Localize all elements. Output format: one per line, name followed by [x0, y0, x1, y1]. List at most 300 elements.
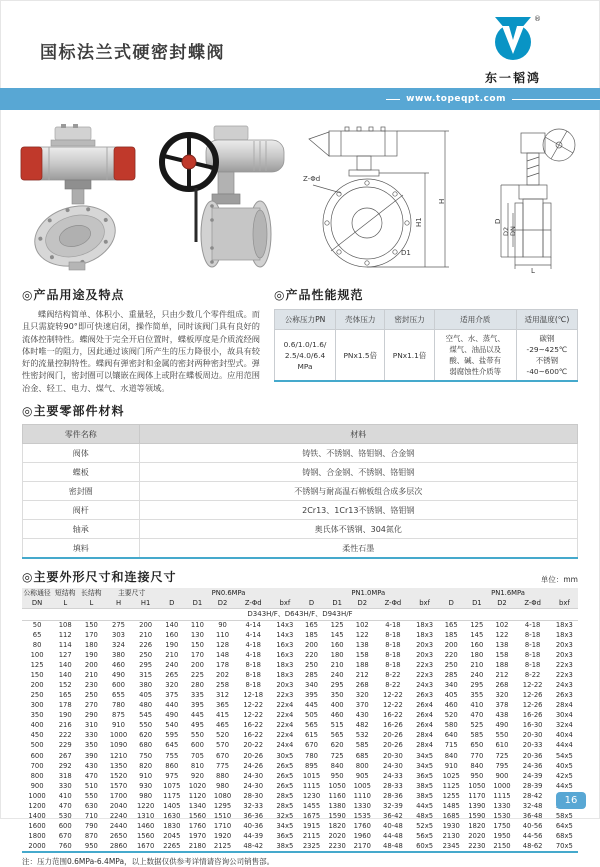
table-cell: 12-18	[243, 691, 264, 700]
table-cell: 12-22	[383, 691, 403, 700]
dim-label-h1: H1	[415, 217, 423, 227]
table-cell: 24x3	[416, 681, 434, 690]
table-cell: 122	[355, 631, 369, 640]
table-cell: 1630	[163, 811, 181, 820]
table-cell: 8-18	[524, 631, 541, 640]
table-cell: 22x3	[276, 691, 294, 700]
table-cell: 1160	[328, 791, 346, 800]
table-cell: D	[438, 598, 464, 609]
table-cell: 8-18	[524, 651, 541, 660]
table-cell: 170	[190, 651, 204, 660]
table-cell: 2045	[163, 831, 181, 840]
table-cell: 44x5	[555, 781, 573, 790]
table-cell: 270	[84, 701, 98, 710]
table-cell: 600	[30, 751, 44, 760]
model-designation-row	[22, 609, 578, 620]
table-cell: 312	[216, 691, 230, 700]
table-cell: 112	[58, 631, 72, 640]
features-heading: ◎产品用途及特点	[22, 288, 125, 302]
table-cell: 40-36	[243, 821, 264, 830]
table-cell: 1700	[109, 791, 128, 800]
table-row	[22, 781, 578, 791]
table-cell: 545	[139, 711, 153, 720]
table-cell: 600	[58, 821, 72, 830]
table-cell: 1175	[163, 791, 181, 800]
table-cell: 950	[470, 771, 484, 780]
table-cell: 1295	[213, 801, 232, 810]
table-cell: 267	[58, 751, 72, 760]
table-cell: 22x4	[276, 711, 294, 720]
table-row	[23, 463, 578, 482]
table-cell: 755	[165, 751, 179, 760]
table-cell: 36-42	[383, 811, 403, 820]
table-row	[22, 721, 578, 731]
table-cell: 615	[305, 731, 318, 740]
table-cell: 1170	[468, 791, 486, 800]
table-cell: 350	[330, 691, 344, 700]
table-cell: 160	[165, 631, 179, 640]
table-cell: 188	[495, 661, 509, 670]
dim-label-holes: Z-Φd	[303, 175, 321, 183]
page-header	[0, 0, 600, 88]
table-row	[22, 731, 578, 741]
table-cell: 170	[84, 631, 98, 640]
table-cell: Z-Φd	[235, 598, 271, 609]
table-cell: 280	[190, 681, 204, 690]
table-cell: 1930	[442, 821, 460, 830]
table-cell: 90	[218, 621, 227, 630]
table-cell: 900	[30, 781, 44, 790]
table-cell: 320	[355, 691, 369, 700]
table-cell: 285	[444, 671, 458, 680]
table-cell: 1590	[468, 811, 486, 820]
table-cell: 48-48	[383, 841, 403, 850]
table-cell: 28-30	[243, 791, 264, 800]
table-cell: 585	[470, 731, 484, 740]
table-cell: 440	[165, 701, 179, 710]
table-subheader-row	[22, 598, 578, 609]
table-cell: 580	[444, 721, 458, 730]
table-cell: 2020	[328, 831, 346, 840]
table-cell: 不锈钢与耐高温石棉板组合成多层次	[139, 482, 577, 501]
table-cell: 490	[165, 711, 179, 720]
col-group-short: 短结构	[52, 588, 78, 598]
table-cell: 1090	[109, 741, 128, 750]
features-body: 蝶阀结构简单、体积小、重量轻，只由少数几个零件组成。而且只需旋转90°即可快速启闭，操作简单，同时该阀门具有良好的流体控制特性。蝶阀处于完全开启位置时，蝶板厚度是介质流经阀体时唯一的阻力，因此通过该阀门所产生的压力降很小，故具有较好的流量控制特性。蝶阀有弹密封和金属的密封两种密封型式。弹性密封阀门，密封圈可以镶嵌在阀体上或附在蝶板周边。应用范围冶金、轻工、电力、煤气、水道等领域。	[22, 309, 260, 393]
table-cell: 160	[470, 641, 484, 650]
table-cell: 460	[112, 661, 125, 670]
table-cell: 715	[444, 741, 458, 750]
table-cell: 8-22	[385, 681, 401, 690]
table-cell: H1	[133, 598, 159, 609]
table-row	[23, 444, 578, 463]
product-photo-pneumatic-valve	[11, 124, 146, 274]
table-cell: 1760	[188, 821, 207, 830]
section-features	[22, 286, 260, 394]
table-cell: 114	[58, 641, 72, 650]
table-cell: 柔性石墨	[139, 539, 577, 559]
table-cell: 880	[216, 771, 230, 780]
table-cell: 40-48	[383, 821, 403, 830]
performance-table	[274, 309, 578, 382]
table-cell: 16x3	[276, 651, 294, 660]
table-cell: 22x4	[276, 701, 294, 710]
table-cell: 1570	[109, 781, 128, 790]
table-cell: 595	[165, 731, 179, 740]
table-cell: 32x4	[555, 721, 573, 730]
table-cell: 405	[444, 691, 458, 700]
table-cell: 216	[58, 721, 72, 730]
table-cell: 222	[58, 731, 72, 740]
table-cell: 20-30	[383, 751, 403, 760]
col-group-pn10: PN1.0MPa	[298, 588, 438, 598]
table-cell: 32-48	[522, 801, 543, 810]
table-cell: 138	[495, 641, 509, 650]
table-group-header-row	[22, 588, 578, 598]
table-cell: 2020	[468, 831, 486, 840]
table-cell: 2000	[28, 841, 46, 850]
table-cell: 26x4	[416, 721, 434, 730]
materials-table	[22, 424, 578, 559]
table-cell: 130	[190, 631, 204, 640]
table-cell: 密封压力	[385, 310, 434, 330]
table-cell: 30x4	[555, 711, 573, 720]
table-cell: 300	[30, 701, 44, 710]
table-cell: 38x5	[276, 841, 294, 850]
table-cell: 585	[355, 741, 369, 750]
table-cell: 1590	[328, 811, 346, 820]
brand-logo	[478, 14, 548, 86]
table-cell: 220	[444, 651, 458, 660]
table-cell: 315	[139, 671, 153, 680]
table-cell: 710	[84, 811, 98, 820]
table-cell: L	[52, 598, 78, 609]
table-cell: 490	[112, 671, 125, 680]
table-cell: 18x3	[416, 621, 434, 630]
table-cell: 202	[216, 671, 230, 680]
table-cell: 100	[30, 651, 44, 660]
table-cell: 760	[58, 841, 72, 850]
table-cell: 320	[165, 681, 179, 690]
table-cell: 2345	[442, 841, 460, 850]
table-cell: 810	[190, 761, 204, 770]
table-cell: 800	[355, 761, 369, 770]
table-cell: 12-22	[522, 681, 543, 690]
table-row	[22, 801, 578, 811]
table-cell: 438	[495, 711, 509, 720]
table-cell: D1	[464, 598, 489, 609]
table-cell: 12-22	[383, 701, 403, 710]
table-cell: 4-18	[245, 641, 261, 650]
table-cell: 4-14	[245, 631, 261, 640]
table-cell: 460	[330, 711, 344, 720]
table-cell: 38x5	[416, 791, 434, 800]
table-cell: 950	[84, 841, 98, 850]
table-cell: 28-33	[383, 781, 403, 790]
table-cell: 1310	[136, 811, 155, 820]
table-cell: 8-18	[524, 661, 541, 670]
table-cell: 2440	[109, 821, 128, 830]
table-cell: 18x3	[555, 631, 573, 640]
table-cell: 128	[216, 641, 230, 650]
table-cell: 1380	[328, 801, 346, 810]
table-cell: 58x5	[555, 811, 573, 820]
table-cell: 180	[84, 641, 98, 650]
table-cell: 14x3	[276, 621, 294, 630]
table-cell: 36-48	[522, 811, 543, 820]
table-cell: 340	[305, 681, 318, 690]
col-group-pn06: PN0.6MPa	[159, 588, 299, 598]
table-cell: 56x5	[416, 831, 434, 840]
table-cell: 268	[355, 681, 369, 690]
page-number-badge: 16	[556, 792, 586, 809]
dim-label-d2: D2	[502, 226, 510, 236]
table-row	[22, 651, 578, 661]
drawing-front-view	[301, 123, 461, 275]
table-row	[22, 821, 578, 831]
table-cell: 1460	[136, 821, 155, 830]
table-cell: 840	[470, 761, 484, 770]
model-designation: D343H/F、D643H/F、D943H/F	[22, 609, 578, 620]
table-cell: 32x5	[276, 811, 294, 820]
table-cell: 470	[470, 711, 484, 720]
table-cell: 1560	[188, 811, 207, 820]
table-cell: 910	[112, 721, 125, 730]
table-cell: 1015	[302, 771, 321, 780]
table-cell: 138	[355, 641, 369, 650]
table-cell: 34x5	[416, 751, 434, 760]
drawing-side-view	[471, 123, 589, 275]
table-cell: 268	[495, 681, 509, 690]
table-cell: 185	[444, 631, 458, 640]
table-cell: 4-18	[524, 621, 541, 630]
table-cell: 2650	[109, 831, 128, 840]
table-row	[22, 681, 578, 691]
table-cell: 铸铁、不锈钢、铬钼钢、合金钢	[139, 444, 577, 463]
table-cell: D	[298, 598, 324, 609]
table-cell: 阀体	[23, 444, 140, 463]
table-cell: 210	[330, 661, 344, 670]
table-cell: 190	[165, 641, 179, 650]
table-cell: 900	[495, 771, 509, 780]
table-row	[22, 811, 578, 821]
table-cell: 32-33	[243, 801, 264, 810]
table-cell: 1685	[442, 811, 460, 820]
table-cell: 400	[330, 701, 344, 710]
table-row	[22, 701, 578, 711]
table-cell: 290	[84, 711, 98, 720]
table-cell: 250	[305, 661, 318, 670]
table-cell: 430	[355, 711, 369, 720]
table-cell: 1535	[353, 811, 371, 820]
table-cell: 550	[84, 791, 98, 800]
table-cell: 158	[355, 651, 369, 660]
table-row	[22, 771, 578, 781]
table-cell: 640	[444, 731, 458, 740]
table-row	[22, 791, 578, 801]
table-cell: 525	[470, 721, 484, 730]
table-cell: 2230	[468, 841, 486, 850]
table-cell: 178	[58, 701, 72, 710]
table-cell: 1230	[302, 791, 321, 800]
table-cell: D2	[350, 598, 375, 609]
table-cell: D2	[489, 598, 514, 609]
table-cell: bxf	[551, 598, 578, 609]
website-link[interactable]: www.topeqpt.com	[406, 94, 506, 104]
table-cell: 22x4	[276, 721, 294, 730]
table-cell: 378	[495, 701, 509, 710]
table-cell: 600	[112, 681, 125, 690]
trademark-symbol: ®	[534, 15, 541, 23]
table-row	[22, 841, 578, 852]
table-cell: 490	[495, 721, 509, 730]
table-cell: 1960	[353, 831, 371, 840]
table-cell: 600	[190, 741, 204, 750]
table-cell: 1020	[188, 781, 207, 790]
table-cell: DN	[22, 598, 52, 609]
table-cell: 145	[470, 631, 484, 640]
table-row	[22, 620, 578, 631]
table-cell: 905	[355, 771, 369, 780]
table-cell: 1750	[493, 821, 511, 830]
table-cell: 980	[139, 791, 153, 800]
table-cell: 240	[470, 671, 484, 680]
table-cell: 1000	[109, 731, 128, 740]
top-banner	[0, 88, 600, 110]
table-cell: 258	[216, 681, 230, 690]
table-cell: 610	[495, 741, 509, 750]
table-cell: 365	[216, 701, 230, 710]
table-cell: 20x3	[416, 641, 434, 650]
table-cell: 330	[58, 781, 72, 790]
table-cell: 70x5	[555, 841, 573, 850]
table-header-row	[23, 425, 578, 444]
table-cell: 28-39	[522, 781, 543, 790]
table-cell: 340	[444, 681, 458, 690]
performance-heading: ◎产品性能规范	[274, 288, 364, 302]
table-cell: 102	[355, 621, 369, 630]
table-cell: 24-30	[383, 761, 403, 770]
table-cell: 8-18	[385, 641, 401, 650]
table-cell: 350	[30, 711, 44, 720]
table-cell: 20-26	[383, 741, 403, 750]
table-cell: 1485	[442, 801, 460, 810]
product-images	[0, 110, 600, 282]
table-cell: 1560	[136, 831, 155, 840]
table-cell: 1520	[109, 771, 128, 780]
table-cell: 165	[444, 621, 458, 630]
table-cell: D1	[325, 598, 350, 609]
table-cell: 2860	[109, 841, 128, 850]
table-cell: 20-36	[522, 751, 543, 760]
table-cell: 4-18	[245, 651, 261, 660]
table-cell: 375	[165, 691, 179, 700]
table-cell: 20-26	[243, 751, 264, 760]
table-cell: 875	[112, 711, 125, 720]
table-cell: 125	[470, 621, 484, 630]
table-cell: 400	[30, 721, 44, 730]
table-cell: 295	[330, 681, 344, 690]
table-cell: 380	[112, 651, 125, 660]
table-cell: 495	[190, 721, 204, 730]
table-cell: 44-48	[383, 831, 403, 840]
table-cell: 655	[112, 691, 125, 700]
table-cell: PNx1.5倍	[336, 330, 385, 382]
table-row	[22, 711, 578, 721]
table-cell: 620	[139, 731, 153, 740]
table-cell: 445	[305, 701, 318, 710]
table-row	[23, 482, 578, 501]
table-cell: 16-26	[383, 721, 403, 730]
table-cell: 24-36	[522, 761, 543, 770]
table-note: 注：压力范围0.6MPa-6.4MPa，以上数据仅供参考详情请咨询公司销售部。	[22, 857, 275, 867]
table-cell: 40x5	[555, 761, 573, 770]
table-row	[22, 671, 578, 681]
table-cell: 26x3	[416, 691, 434, 700]
table-cell: 320	[495, 691, 509, 700]
table-row	[22, 831, 578, 841]
table-cell: 775	[216, 761, 230, 770]
table-cell: 20x3	[416, 651, 434, 660]
table-cell: 110	[216, 631, 230, 640]
table-cell: 520	[216, 731, 230, 740]
table-cell: 1455	[302, 801, 321, 810]
table-cell: D1	[185, 598, 210, 609]
table-cell: 102	[495, 621, 509, 630]
table-cell: 1390	[468, 801, 486, 810]
dim-label-d: D	[494, 218, 502, 224]
table-cell: 26x5	[276, 781, 294, 790]
table-cell: 240	[330, 671, 344, 680]
table-cell: 1200	[28, 801, 46, 810]
table-cell: 44x4	[555, 741, 573, 750]
table-cell: 奥氏体不锈钢、304氮化	[139, 520, 577, 539]
table-cell: 330	[84, 731, 98, 740]
table-cell: 16x3	[276, 641, 294, 650]
table-row	[22, 661, 578, 671]
unit-label: 单位：mm	[540, 575, 578, 585]
table-cell: 16-22	[243, 731, 264, 740]
table-cell: 920	[190, 771, 204, 780]
table-cell: 20x3	[276, 681, 294, 690]
table-cell: 225	[190, 671, 204, 680]
table-cell: H	[104, 598, 132, 609]
table-cell: 145	[330, 631, 344, 640]
table-cell: 1025	[442, 771, 460, 780]
table-cell: 1115	[302, 781, 321, 790]
table-cell: 150	[84, 621, 98, 630]
table-cell: 12-22	[243, 701, 264, 710]
table-cell: 65	[32, 631, 42, 640]
table-cell: 465	[216, 721, 230, 730]
table-cell: 16-22	[243, 721, 264, 730]
table-cell: L	[78, 598, 104, 609]
table-cell: 28-42	[522, 791, 543, 800]
table-cell: 26x5	[276, 771, 294, 780]
table-cell: 1340	[188, 801, 207, 810]
table-cell: 140	[58, 661, 72, 670]
table-cell: 1000	[493, 781, 511, 790]
table-cell: 108	[58, 621, 72, 630]
table-cell: 50	[32, 621, 42, 630]
table-cell: 950	[330, 771, 344, 780]
table-cell: 1050	[328, 781, 346, 790]
table-cell: 405	[139, 691, 153, 700]
table-cell: 8-18	[524, 641, 541, 650]
table-cell: 铸钢、合金钢、不锈钢、铬钼钢	[139, 463, 577, 482]
table-cell: 公称压力PN	[275, 310, 336, 330]
table-cell: 380	[139, 681, 153, 690]
